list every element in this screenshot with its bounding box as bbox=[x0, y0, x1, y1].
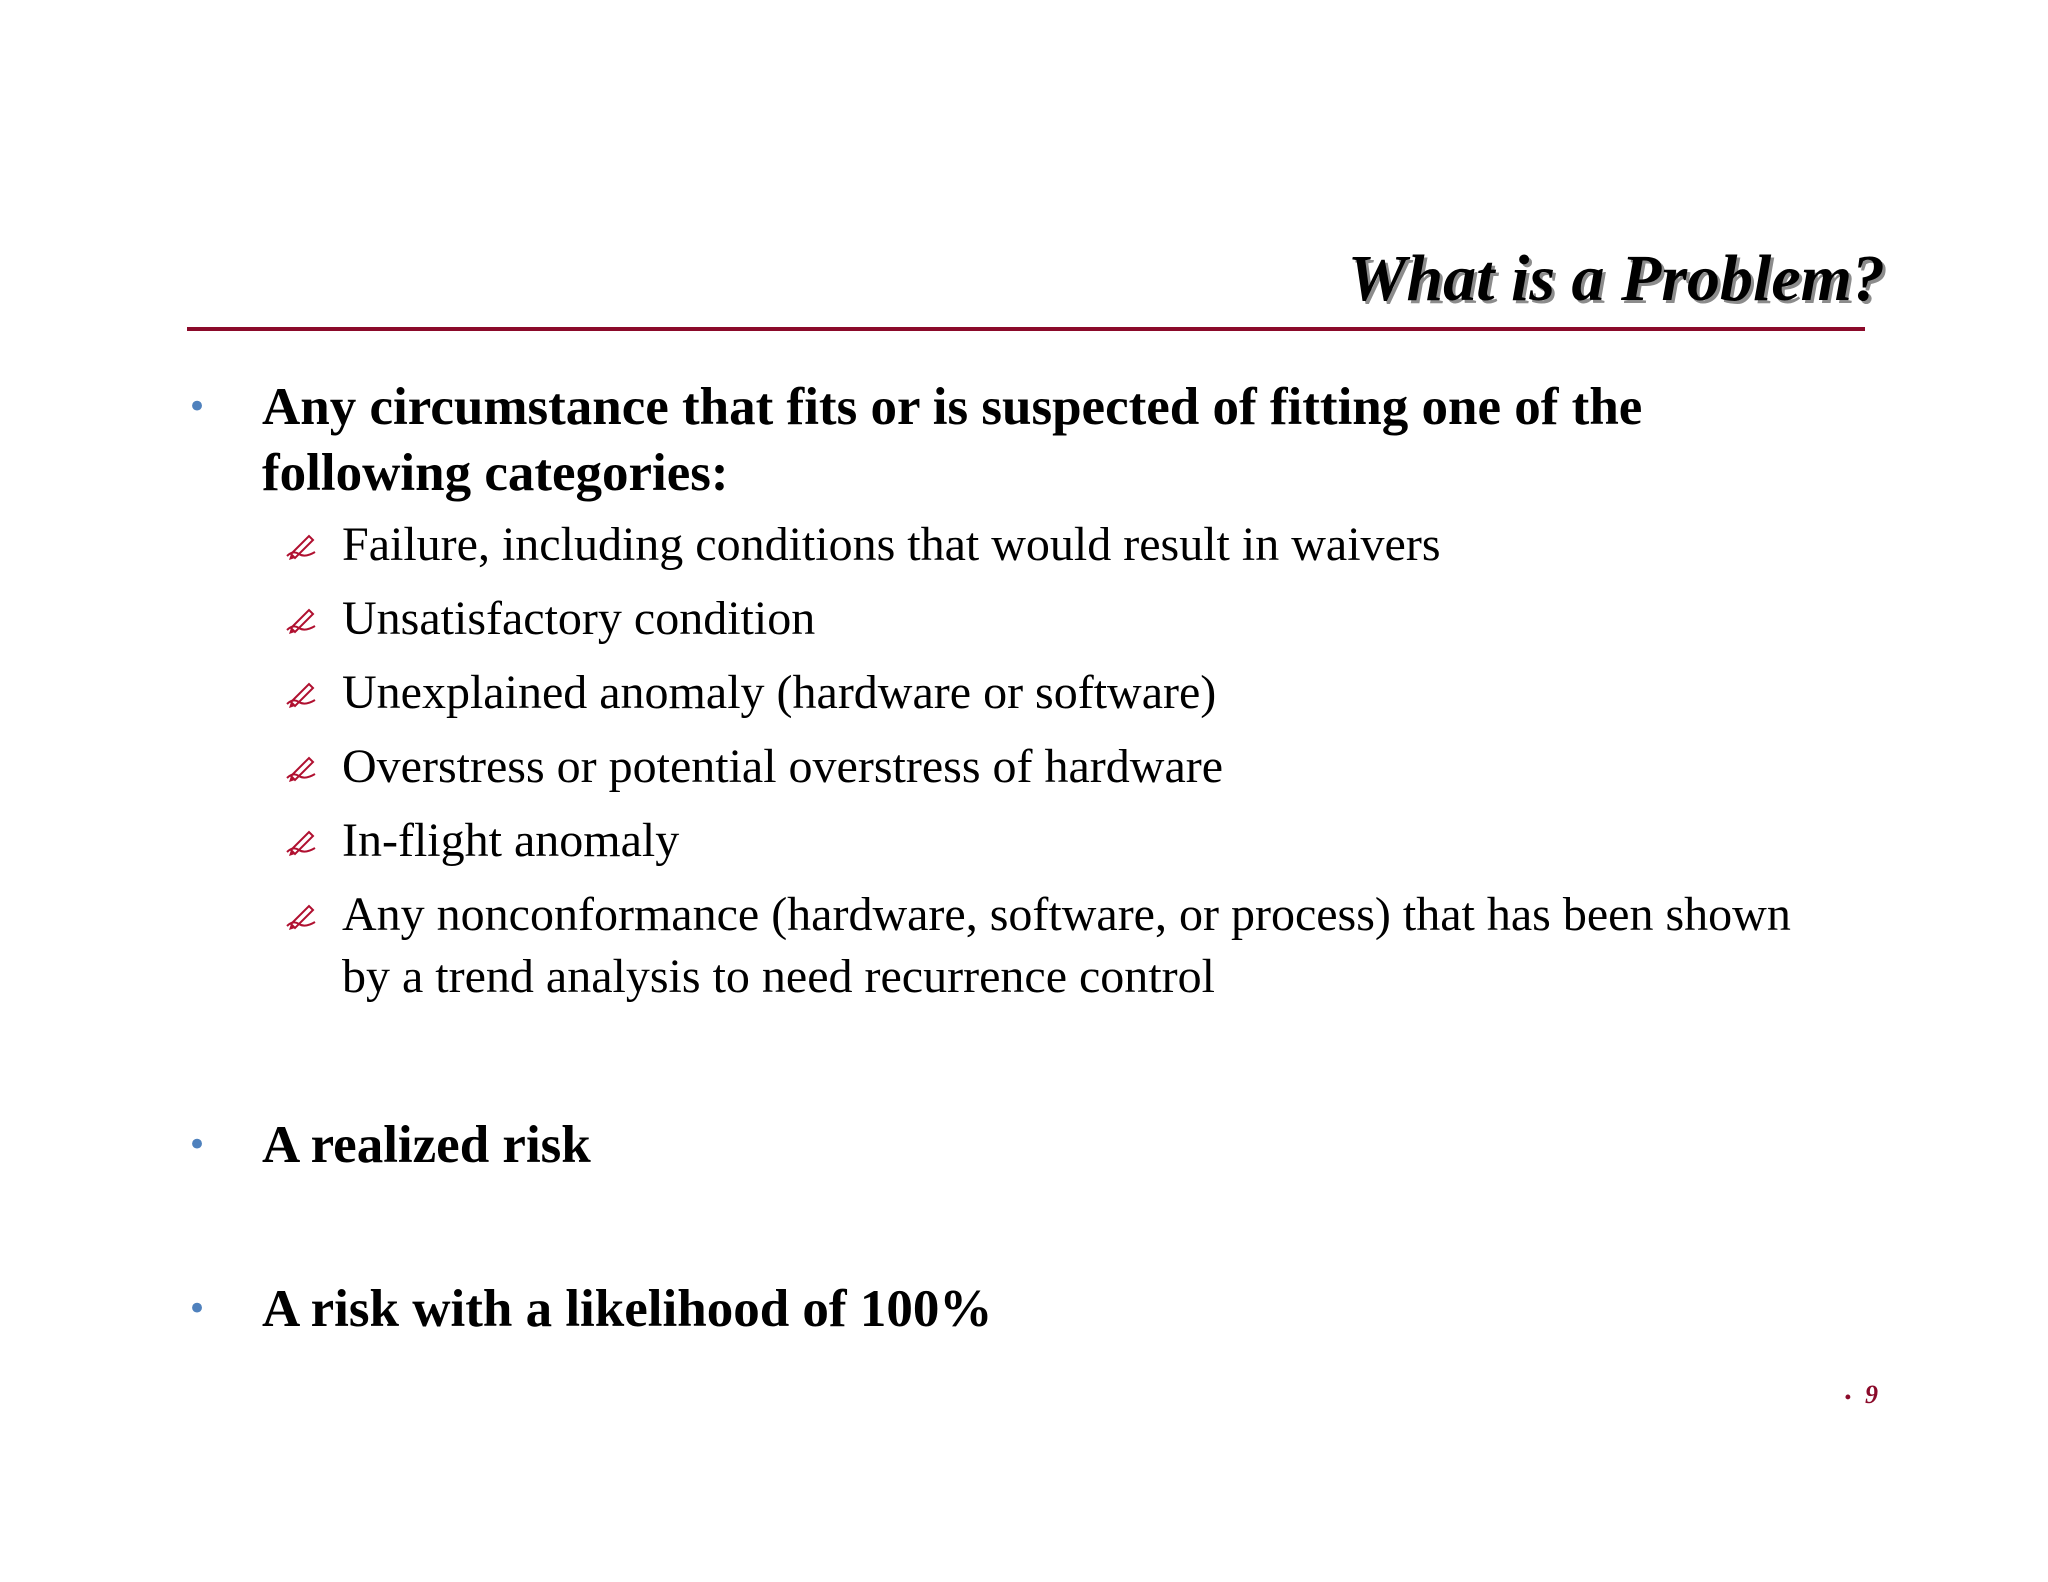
sub-bullet-text: In-flight anomaly bbox=[342, 814, 680, 867]
bullet-text: Any circumstance that fits or is suspected of fitting one of the following categories: bbox=[262, 378, 1643, 502]
bullet-item bbox=[187, 1276, 1827, 1342]
sub-bullet-item bbox=[285, 514, 1845, 576]
bullet-item bbox=[187, 1112, 1827, 1178]
writing-hand-icon bbox=[285, 680, 317, 710]
bullet-text: A realized risk bbox=[262, 1116, 591, 1174]
sub-bullet-text: Failure, including conditions that would result in waivers bbox=[342, 518, 1441, 571]
sub-bullet-item bbox=[285, 588, 1845, 650]
sub-bullet-text: Unsatisfactory condition bbox=[342, 592, 816, 645]
bullet-item bbox=[187, 374, 1827, 506]
sub-bullet-list bbox=[285, 514, 1845, 1020]
sub-bullet-text: Unexplained anomaly (hardware or software) bbox=[342, 666, 1217, 719]
page-number-marker: • bbox=[1844, 1386, 1851, 1407]
bullet-marker: • bbox=[187, 387, 208, 427]
writing-hand-icon bbox=[285, 532, 317, 562]
sub-bullet-item bbox=[285, 884, 1845, 1008]
sub-bullet-item bbox=[285, 736, 1845, 798]
page-number bbox=[1845, 1380, 1878, 1410]
page-number-value: 9 bbox=[1865, 1380, 1878, 1409]
bullet-text: A risk with a likelihood of 100% bbox=[262, 1280, 993, 1338]
bullet-marker: • bbox=[187, 1125, 208, 1165]
sub-bullet-item bbox=[285, 810, 1845, 872]
title-divider bbox=[187, 327, 1865, 331]
writing-hand-icon bbox=[285, 754, 317, 784]
sub-bullet-item bbox=[285, 662, 1845, 724]
sub-bullet-text: Any nonconformance (hardware, software, or process) that has been shown by a trend analysis to need recurrence control bbox=[342, 888, 1791, 1003]
sub-bullet-text: Overstress or potential overstress of hardware bbox=[342, 740, 1224, 793]
writing-hand-icon bbox=[285, 902, 317, 932]
writing-hand-icon bbox=[285, 828, 317, 858]
slide-title: What is a Problem? bbox=[1347, 242, 1885, 315]
writing-hand-icon bbox=[285, 606, 317, 636]
bullet-marker: • bbox=[187, 1289, 208, 1329]
